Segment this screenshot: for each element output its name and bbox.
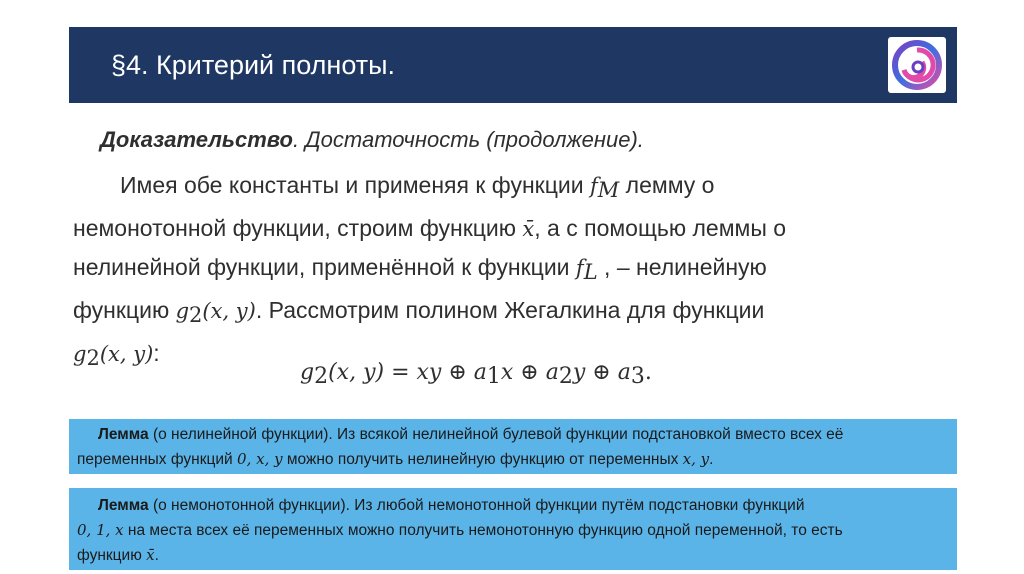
lemma2-line-2 xyxy=(77,518,957,543)
text: немонотонной функции, строим функцию xyxy=(73,215,523,241)
proof-bold-label: Доказательство xyxy=(100,127,293,152)
math-term: x ⊕ xyxy=(500,360,546,385)
math-sub: 1 xyxy=(486,364,501,389)
math-f: f xyxy=(589,174,598,198)
math-g: g xyxy=(300,360,315,385)
math-f: f xyxy=(575,256,584,280)
math-sub: 3 xyxy=(630,364,645,389)
para-line-2 xyxy=(73,209,953,248)
text: функцию xyxy=(77,547,147,564)
proof-rest: . Достаточность (продолжение). xyxy=(292,127,644,152)
lemma2-line-3 xyxy=(77,543,957,568)
math-lhs: (x, y) = xy ⊕ xyxy=(328,360,474,385)
text: . Рассмотрим полином Жегалкина для функции xyxy=(255,297,765,323)
text: на места всех её переменных можно получить немонотонную функцию одной переменной, то есть xyxy=(123,522,843,539)
math-xbar: x̄ xyxy=(146,546,155,564)
math-vals: 0, x, y xyxy=(237,450,283,468)
text: можно получить нелинейную функцию от переменных xyxy=(282,451,683,468)
math-g: g xyxy=(175,299,190,323)
math-xy: x, y xyxy=(682,450,710,468)
text: переменных функций xyxy=(77,451,238,468)
text: . xyxy=(709,451,714,468)
proof-paragraph xyxy=(73,166,953,377)
slide-header xyxy=(69,27,957,103)
math-a: a xyxy=(545,360,559,385)
math-sub-m: M xyxy=(597,178,620,202)
math-end: . xyxy=(644,360,652,385)
lemma1-line-2 xyxy=(77,447,957,472)
math-term: y ⊕ xyxy=(572,360,618,385)
math-sub-2: 2 xyxy=(86,346,100,370)
lemma-title: Лемма xyxy=(98,426,149,443)
math-g: g xyxy=(73,342,87,366)
math-sub-l: L xyxy=(583,260,598,284)
lemma2-line-1 xyxy=(77,493,957,518)
math-sub-2: 2 xyxy=(189,303,203,327)
math-args: (x, y) xyxy=(202,299,256,323)
text: . xyxy=(154,547,159,564)
text: функцию xyxy=(73,297,176,323)
math-sub: 2 xyxy=(314,364,329,389)
text: : xyxy=(153,340,160,366)
math-a: a xyxy=(617,360,631,385)
text: нелинейной функции, применённой к функции xyxy=(73,254,576,280)
lemma-title: Лемма xyxy=(98,497,149,514)
text: , а с помощью леммы о xyxy=(534,215,787,241)
math-vals: 0, 1, x xyxy=(77,521,124,539)
lemma1-line-1 xyxy=(77,422,957,447)
lemma-nonlinear-box xyxy=(69,419,957,474)
slide-title: §4. Критерий полноты. xyxy=(111,50,396,80)
text: Имея обе константы и применяя к функции xyxy=(120,172,590,198)
math-args: (x, y) xyxy=(99,342,154,366)
zhegalkin-formula xyxy=(300,359,652,389)
proof-heading xyxy=(100,127,644,153)
math-xbar: x̄ xyxy=(522,217,535,241)
text: (о нелинейной функции). Из всякой нелинейной булевой функции подстановкой вместо всех её xyxy=(148,426,844,443)
lemma-nonmonotone-box xyxy=(69,488,957,570)
logo xyxy=(888,37,946,93)
para-line-3 xyxy=(73,248,953,291)
text: (о немонотонной функции). Из любой немонотонной функции путём подстановки функций xyxy=(148,497,805,514)
para-line-4 xyxy=(73,291,953,334)
text: лемму о xyxy=(619,172,715,198)
math-sub: 2 xyxy=(558,364,573,389)
swirl-logo-icon xyxy=(892,40,942,90)
text: , – нелинейную xyxy=(597,254,767,280)
math-a: a xyxy=(473,360,487,385)
para-line-1 xyxy=(73,166,953,209)
